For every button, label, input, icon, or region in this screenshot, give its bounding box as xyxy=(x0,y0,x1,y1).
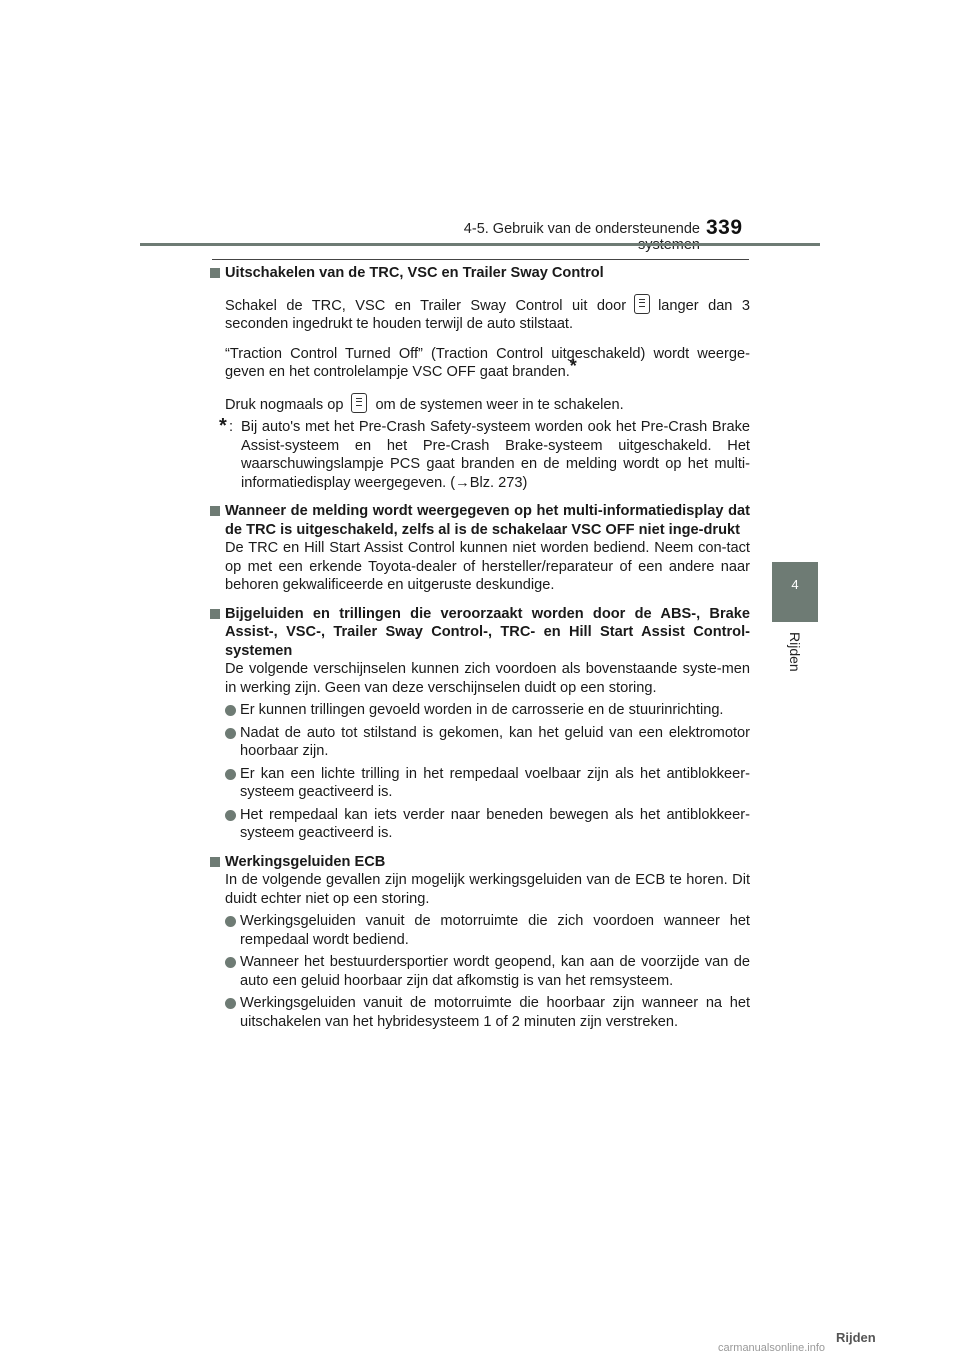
running-header: 4-5. Gebruik van de ondersteunende xyxy=(463,221,700,237)
list-item: Er kunnen trillingen gevoeld worden in de carrosserie en de stuurinrichting. xyxy=(210,701,750,720)
square-bullet-icon xyxy=(210,268,220,278)
bullet-icon xyxy=(225,957,236,968)
vsc-off-switch-icon xyxy=(634,294,650,314)
square-bullet-icon xyxy=(210,609,220,619)
header-rule xyxy=(140,243,820,246)
footnote-mark: * xyxy=(219,415,227,437)
page-number: 339 xyxy=(706,216,743,239)
bullet-icon xyxy=(225,705,236,716)
section-heading: Wanneer de melding wordt weergegeven op het multi-informatiedisplay dat de TRC is uitgeschakeld, zelfs al is de schakelaar VSC OFF niet inge-drukt xyxy=(210,502,750,539)
paragraph: Schakel de TRC, VSC en Trailer Sway Control uit door langer dan 3 seconden ingedrukt te houden terwijl de auto stilstaat. xyxy=(210,294,750,334)
list-item: Werkingsgeluiden vanuit de motorruimte die hoorbaar zijn wanneer na het uitschakelen van het hybridesysteem 1 of 2 minuten zijn verstreken. xyxy=(210,994,750,1031)
footnote-mark: * xyxy=(569,356,577,376)
paragraph: In de volgende gevallen zijn mogelijk werkingsgeluiden van de ECB te horen. Dit duidt echter niet op een storing. xyxy=(225,872,750,907)
section-heading: Bijgeluiden en trillingen die veroorzaakt worden door de ABS-, Brake Assist-, VSC-, Trailer Sway Control-, TRC- en Hill Start Assist Control-systemen xyxy=(210,605,750,661)
watermark-host[interactable]: carmanualsonline.info xyxy=(718,1342,826,1354)
square-bullet-icon xyxy=(210,857,220,867)
list-item: Werkingsgeluiden vanuit de motorruimte die zich voordoen wanneer het rempedaal wordt bediend. xyxy=(210,912,750,949)
bullet-icon xyxy=(225,998,236,1009)
paragraph: Druk nogmaals op om de systemen weer in te schakelen. xyxy=(210,393,750,415)
section-heading: Uitschakelen van de TRC, VSC en Trailer Sway Control xyxy=(210,264,750,283)
chapter-label: Rijden xyxy=(787,632,803,672)
paragraph: De TRC en Hill Start Assist Control kunnen niet worden bediend. Neem con-tact op met een erkende Toyota-dealer of hersteller/reparateur of een andere naar behoren gekwalificeerde en uitgeruste deskundige. xyxy=(225,540,750,593)
page-content xyxy=(210,264,750,1031)
section-heading: Werkingsgeluiden ECB xyxy=(210,853,750,872)
bullet-icon xyxy=(225,769,236,780)
bullet-icon xyxy=(225,728,236,739)
vsc-off-switch-icon xyxy=(351,393,367,413)
paragraph: “Traction Control Turned Off” (Traction Control uitgeschakeld) wordt weerge-geven en het controlelampje VSC OFF gaat branden.* xyxy=(225,345,750,380)
chapter-tab xyxy=(772,562,818,622)
list-item: Wanneer het bestuurdersportier wordt geopend, kan aan de voorzijde van de auto een geluid hoorbaar zijn dat afkomstig is van het remsysteem. xyxy=(210,953,750,990)
paragraph: De volgende verschijnselen kunnen zich voordoen als bovenstaande syste-men in werking zijn. Geen van deze verschijnselen duidt op een storing. xyxy=(225,661,750,696)
list-item: Nadat de auto tot stilstand is gekomen, kan het geluid van een elektromotor hoorbaar zijn. xyxy=(210,724,750,761)
list-item: Er kan een lichte trilling in het rempedaal voelbaar zijn als het antiblokkeer-systeem geactiveerd is. xyxy=(210,765,750,802)
chapter-number: 4 xyxy=(791,577,799,592)
bullet-icon xyxy=(225,916,236,927)
footnote: * : Bij auto's met het Pre-Crash Safety-systeem worden ook het Pre-Crash Brake Assist-systeem en het Pre-Crash Brake-systeem uitgeschakeld. Het waarschuwingslampje PCS gaat branden en de melding wordt op het multi-informatiedisplay weergegeven. (→Blz. 273) xyxy=(219,415,750,491)
watermark-label: Rijden xyxy=(836,1330,876,1345)
square-bullet-icon xyxy=(210,506,220,516)
section-rule xyxy=(212,259,749,260)
bullet-icon xyxy=(225,810,236,821)
list-item: Het rempedaal kan iets verder naar beneden bewegen als het antiblokkeer-systeem geactiveerd is. xyxy=(210,806,750,843)
